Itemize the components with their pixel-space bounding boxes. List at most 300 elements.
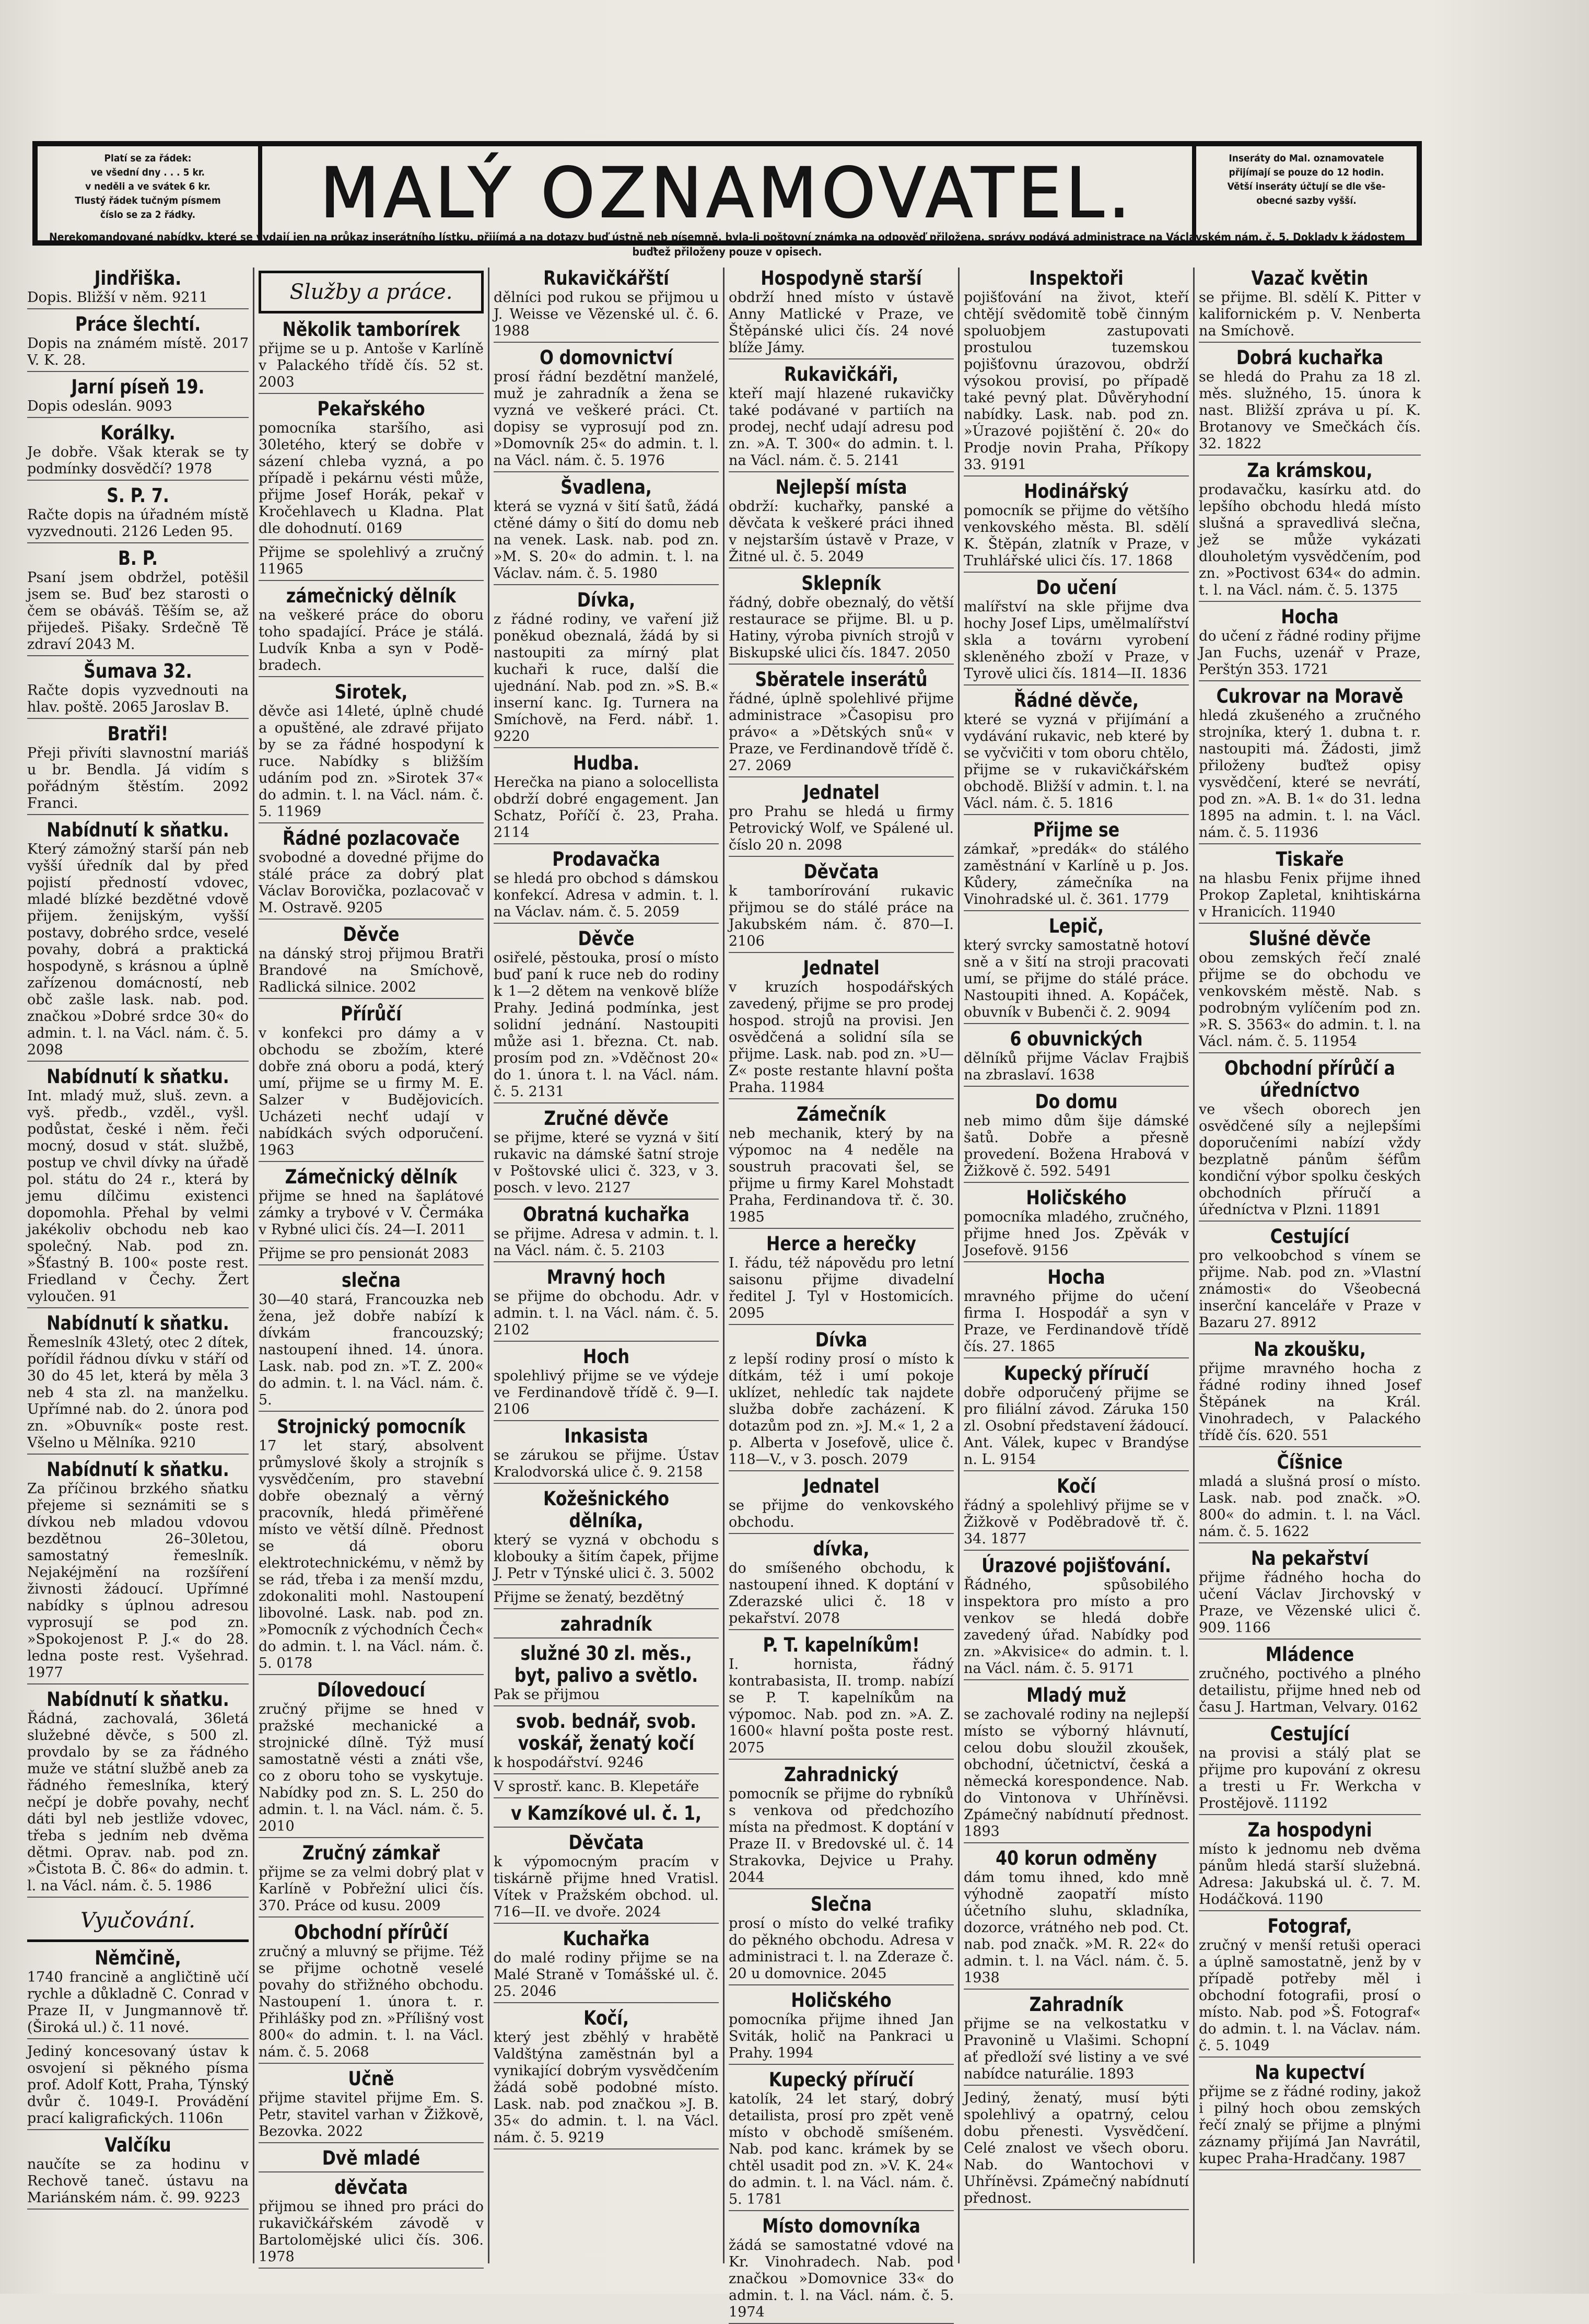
ad-heading: Úrazové pojišťování.: [982, 1554, 1171, 1577]
classified-ad: [964, 1187, 1189, 1262]
ad-divider: [494, 2002, 719, 2003]
ad-text: k tamborírování rukavic přijmou se do stálé práce na Jakubském nám. č. 870—I. 2106: [729, 883, 954, 949]
ad-text: v kruzích hospodářských zavedený, přijme se pro prodej hospod. strojů na provisi. Jen osvědčená a solidní síla se přijme. Lask. nab. pod zn. »U—Z« poste restante hlavní pošta Praha. 11984: [729, 979, 954, 1096]
classified-ad: [729, 1329, 954, 1471]
ad-divider: [729, 2210, 954, 2211]
ad-divider: [964, 1550, 1189, 1551]
classified-ad: [259, 2177, 484, 2269]
ad-text: Račte dopis na úřadném místě vyzvednouti. 2126 Leden 95.: [27, 507, 249, 540]
ad-heading: Nabídnutí k sňatku.: [46, 1458, 229, 1481]
ad-divider: [729, 1324, 954, 1325]
ad-text: osiřelé, pěstouka, prosí o místo buď paní k ruce neb do rodiny k 1—2 dětem na venkově blíže Prahy. Jediná podmínka, jest solidní jednání. Nastoupiti může asi 1. března. Ct. nab. prosím pod zn. »Vděčnost 20« do 1. února t. l. na Václ. nám. č. 5. 2131: [494, 950, 719, 1100]
ad-text: se hledá do Prahu za 18 zl. měs. služného, 15. února k nast. Bližší zpráva u pí. K. Brotanovy ve Smečkách čís. 32. 1822: [1199, 369, 1421, 452]
classified-ad: [27, 1459, 249, 1684]
ad-heading: Obchodní přírůčí a úředníctvo: [1224, 1057, 1395, 1101]
classified-ad: [964, 915, 1189, 1024]
ad-text: Je dobře. Však kterak se ty podmínky dosvědčí? 1978: [27, 444, 249, 477]
ad-divider: [27, 1307, 249, 1308]
ad-text: prosí o místo do velké trafiky do pěkného obchodu. Adresa v administraci t. l. na Zderaze č. 20 u domovnice. 2045: [729, 1915, 954, 1982]
ad-heading: 6 obuvnických: [1010, 1028, 1143, 1050]
classified-ad: [729, 1990, 954, 2065]
ad-heading: S. P. 7.: [107, 484, 169, 507]
classified-ad: [964, 268, 1189, 477]
ad-text: pomocník se přijme do většího venkovského města. Bl. sdělí K. Štěpán, zlatník v Praze, v Truhlářské ulici čís. 17. 1868: [964, 503, 1189, 569]
classified-ad: [259, 544, 484, 581]
ad-divider: [729, 567, 954, 568]
ad-heading: Slušné děvče: [1248, 927, 1371, 950]
submission-notice: Nerekomandované nabídky, které se vydají jen na průkaz inserátního lístku, přijímá a na dotazy buď ústně neb písemně, byla-li poštovní známka na odpověď přiložena, správy podává administrace na Václavském nám. č. 5. Doklady k žádostem buďtež přiloženy pouze v opisech.: [49, 231, 1406, 258]
column-6: [1193, 268, 1425, 2263]
ad-text: neb mechanik, který by na výpomoc na 4 neděle na soustruh pracovati šel, se přijme u firmy Karel Mohstadt Praha, Ferdinandova tř. č. 30. 1985: [729, 1125, 954, 1225]
ad-heading: Nabídnutí k sňatku.: [46, 1688, 229, 1711]
ad-text: prosí řádní bezdětní manželé, muž je zahradník a žena se vyzná ve veškeré práci. Ct. dopisy se vyprosují pod zn. »Domovník 25« do admin. t. l. na Václ. nám. č. 5. 1976: [494, 369, 719, 469]
ad-divider: [729, 664, 954, 665]
ad-heading: Zahradník: [1029, 1993, 1124, 2016]
classified-ad: [494, 1346, 719, 1421]
ad-text: Psaní jsem obdržel, potěšil jsem se. Buď bez starosti o čem se obáváš. Těším se, až přijedeš. Pišaky. Srdečně Tě zdraví 2043 M.: [27, 570, 249, 653]
ad-heading: Slečna: [810, 1893, 872, 1915]
ad-text: přijme se u p. Antoše v Karlíně v Palackého třídě čís. 52 st. 2003: [259, 341, 484, 390]
ad-divider: [1199, 1221, 1421, 1222]
classified-ad: [259, 1842, 484, 1918]
ad-divider: [494, 471, 719, 472]
ad-text: která se vyzná v šití šatů, žádá ctěné dámy o šití do domu neb na venek. Lask. nab. pod zn. »M. S. 20« do admin. t. l. na Václav. nám. č. 5. 1980: [494, 498, 719, 582]
ad-text: dobře odporučený přijme se pro filiální závod. Záruka 150 zl. Osobní představení žádoucí. Ant. Válek, kupec v Brandýse n. L. 9154: [964, 1385, 1189, 1468]
ad-divider: [27, 480, 249, 481]
info-line: Větší inseráty účtují se dle vše-: [1227, 181, 1386, 192]
ad-heading: O domovnictví: [540, 346, 673, 369]
ad-heading: Vazač květin: [1251, 267, 1369, 289]
ad-heading: Holičského: [791, 1989, 892, 2012]
ad-heading: Řádné děvče,: [1014, 689, 1139, 712]
classified-ad: [964, 1847, 1189, 1990]
classified-ad: [259, 398, 484, 540]
classified-ad: [494, 1266, 719, 1342]
ad-heading: Cukrovar na Moravě: [1216, 685, 1404, 707]
classified-ad: [1199, 606, 1421, 681]
ad-divider: [964, 572, 1189, 573]
ad-heading: Mládence: [1265, 1643, 1354, 1666]
classified-ad: [494, 1589, 719, 1609]
classified-ad: [1199, 1058, 1421, 1222]
ad-divider: [259, 1674, 484, 1675]
ad-divider: [729, 1533, 954, 1534]
ad-heading: Zámečnický dělník: [285, 1166, 458, 1188]
ad-text: zručný a mluvný se přijme. Též se přijme ochotně veselé povahy do střižného obchodu. Nastoupení 1. února t. r. Přihlášky pod zn. »Přílišný vost 800« do admin. t. l. na Václ. nám. č. 5. 2068: [259, 1944, 484, 2060]
ad-text: pojišťování na život, kteří chtějí svědomitě tobě činným spoluobjem zastupovati prostulou tuzemskou pojišťovnu úrazovou, obdrží výsokou provisí, po případě také pevný plat. Důvěryhodní nabídky. Lask. nab. pod zn. »Úrazové pojištění č. 20« do Prodje novin Praha, Příkopy 33. 9191: [964, 289, 1189, 473]
ad-text: obou zemských řečí znalé přijme se do obchodu ve venkovském městě. Nab. s podrobným vylíčením pod zn. »R. S. 3563« do admin. t. l. na Václ. nám. č. 5. 11954: [1199, 950, 1421, 1050]
ad-text: V sprostř. kanc. B. Klepetáře: [494, 1779, 699, 1795]
ad-divider: [494, 584, 719, 585]
ad-heading: slečna: [341, 1269, 401, 1292]
ad-text: Řemeslník 43letý, otec 2 dítek, pořídil řádnou dívku v stáří od 30 do 45 let, která by měla 3 neb 4 sta zl. na manželku. Upřímné nab. do 2. února pod zn. »Obuvník« poste rest. Všelno u Mělníka. 9210: [27, 1334, 249, 1451]
ad-divider: [729, 856, 954, 857]
ad-divider: [27, 417, 249, 418]
ad-text: Řádná, zachovalá, 36letá služebné děvče, s 500 zl. provdalo by se za řádného muže ve státní službě aneb za řádného řemeslníka, který nečpí je dobře povahy, nechť dáti byl neb jestliže vdovec, třeba s jedním neb dvěma dětmi. Oprav. nab. pod zn. »Čistota B. Č. 86« do admin. t. l. na Václ. nám. č. 5. 1986: [27, 1711, 249, 1894]
ad-heading: Děvčata: [803, 861, 879, 883]
ad-divider: [729, 1629, 954, 1630]
column-2: [253, 268, 488, 2263]
ad-text: Herečka na piano a solocellista obdrží dobré engagement. Jan Schatz, Poříčí č. 23, Praha. 2114: [494, 774, 719, 841]
classified-ad: [259, 1416, 484, 1675]
ad-heading: Obchodní přírůčí: [294, 1921, 448, 1944]
ad-heading: Fotograf,: [1267, 1915, 1352, 1937]
ad-heading: Nabídnutí k sňatku.: [46, 819, 229, 841]
ad-text: přijme řádného hocha do učení Václav Jirchovský v Praze, ve Vězenské ulici č. 909. 1166: [1199, 1570, 1421, 1636]
ad-heading: Němčině,: [95, 1947, 181, 1969]
classified-ad: [494, 1108, 719, 1200]
ad-heading: Tiskaře: [1276, 848, 1344, 870]
ad-text: spolehlivý přijme se ve výdeje ve Ferdinandově třídě č. 9—I. 2106: [494, 1368, 719, 1417]
classified-ad: [1199, 2062, 1421, 2170]
ad-heading: služné 30 zl. měs., byt, palivo a světlo.: [514, 1642, 698, 1687]
classified-ad: [259, 1166, 484, 1241]
ad-heading: Jednatel: [803, 1475, 880, 1497]
ad-divider: [964, 1842, 1189, 1843]
ad-heading: zahradník: [560, 1613, 652, 1635]
classified-ad: [729, 2069, 954, 2211]
ad-heading: Rukavičkářští: [543, 267, 669, 289]
ad-heading: Hospodyně starší: [761, 267, 922, 289]
classified-ad: [729, 1538, 954, 1630]
classified-ad: [494, 1928, 719, 2003]
classifieds-columns: [23, 267, 1425, 2320]
ad-heading: Lepič,: [1048, 915, 1104, 937]
ad-divider: [494, 1102, 719, 1103]
ad-text: Přijme se spolehlivý a zručný 11965: [259, 544, 484, 577]
classified-ad: [494, 1643, 719, 1706]
ad-divider: [1199, 2169, 1421, 2170]
ad-heading: Děvčata: [568, 1831, 644, 1854]
ad-text: přijmou se ihned pro práci do rukavičkářském závodě v Bartolomějské ulici čís. 306. 1978: [259, 2199, 484, 2265]
ad-divider: [494, 1341, 719, 1342]
classified-ad: [259, 681, 484, 823]
ad-heading: Jarní píseň 19.: [71, 376, 205, 398]
ad-divider: [27, 2129, 249, 2130]
ad-divider: [259, 676, 484, 677]
classified-ad: [259, 924, 484, 999]
ad-text: katolík, 24 let starý, dobrý detailista, prosí pro zpět veně místo v obchodě smíšeném. Nab. pod kanc. krámek by se chtěl usadit pod zn. »V. K. 24« do admin. t. l. na Václ. nám. č. 5. 1781: [729, 2091, 954, 2207]
ad-divider: [494, 342, 719, 343]
ad-heading: Práce šlechtí.: [75, 313, 201, 335]
ad-divider: [729, 952, 954, 953]
ad-divider: [27, 1454, 249, 1455]
ad-text: Který zámožný starší pán neb vyšší úředník dal by před pojistí předností vdovec, mladé blízké bezdětné vdově přijem. ženijským, vyšší postavy, dobrého srdce, veselé povahy, dobrá a praktická hospodyně, s krásnou a úplně zařízenou domácností, neb obč zašle lask. nab. pod. značkou »Dobré srdce 30« do admin. t. l. na Václ. nám. č. 5. 2098: [27, 841, 249, 1058]
ad-text: na provisi a stálý plat se přijme pro kupování z okresu a tresti u Fr. Werkcha v Prostějově. 11192: [1199, 1745, 1421, 1811]
ad-heading: Mravný hoch: [546, 1266, 666, 1288]
ad-divider: [964, 1679, 1189, 1680]
classified-ad: [259, 1246, 484, 1265]
classified-ad: [494, 589, 719, 748]
classified-ad: [729, 1475, 954, 1534]
ad-divider: [964, 1357, 1189, 1358]
ad-heading: Dobrá kuchařka: [1236, 346, 1384, 369]
classified-ad: [27, 2134, 249, 2210]
ad-divider: [1199, 1910, 1421, 1911]
ad-divider: [964, 1086, 1189, 1087]
classified-ad: [729, 268, 954, 359]
ad-divider: [494, 1773, 719, 1774]
classified-ad: [494, 268, 719, 343]
classified-ad: [27, 1689, 249, 1898]
ad-text: Řádného, spůsobilého inspektora pro místo a pro venkov se hledá dobře zavedený úřad. Nabídky pod zn. »Akvisice« do admin. t. l. na Václ. nám. č. 5. 9171: [964, 1577, 1189, 1677]
classified-ad: [1199, 1451, 1421, 1543]
ad-heading: Za hospodyni: [1247, 1819, 1372, 1841]
ad-text: se zachovalé rodiny na nejlepší místo se výborný hlávnutí, celou dobu sloužil zkoušek, obchodní, účetnictví, česká a německá korespondence. Nab. do Vintonova v Uhříněvsi. Zpámečný nabídnutí přednost. 1893: [964, 1706, 1189, 1840]
classified-ad: [729, 782, 954, 857]
ad-text: Za příčinou brzkého sňatku přejeme si seznámiti se s dívkou neb mladou vdovou bezdětnou 26–30letou, samostatný řemeslník. Nejakéjmění na rozšíření živnosti žádoucí. Upřímné nabídky s úplnou adresou vyprosují se pod zn. »Spokojenost P. J.« do 28. ledna poste rest. Vyšehrad. 1977: [27, 1481, 249, 1681]
price-line: číslo se za 2 řádky.: [100, 209, 196, 220]
ad-divider: [494, 1705, 719, 1706]
ad-divider: [259, 1916, 484, 1918]
ad-divider: [259, 1411, 484, 1412]
ad-text: prodavačku, kasírku atd. do lepšího obchodu hledá místo slušná a spravedlivá slečna, jež se může vykázati dlouholetým vysvědčením, pod zn. »Poctivost 634« do admin. t. l. na Václ. nám. č. 5. 1375: [1199, 482, 1421, 598]
ad-heading: Sklepník: [801, 572, 881, 595]
ad-divider: [259, 1264, 484, 1265]
price-line: v neděli a ve svátek 6 kr.: [85, 181, 211, 192]
ad-heading: Zručný zámkař: [302, 1842, 440, 1864]
ad-divider: [729, 471, 954, 472]
classified-ad: [494, 1204, 719, 1262]
ad-text: mladá a slušná prosí o místo. Lask. nab. pod značk. »O. 800« do admin. t. l. na Václ. nám. č. 5. 1622: [1199, 1473, 1421, 1540]
classified-ad: [259, 2068, 484, 2143]
ad-heading: Kočí,: [583, 2007, 629, 2029]
classified-ad: [494, 1711, 719, 1774]
ad-divider: [729, 1228, 954, 1229]
ad-divider: [259, 1240, 484, 1241]
ad-heading: Inspektoři: [1029, 267, 1124, 289]
ad-text: zručný přijme se hned v pražské mechanické a strojnické dílně. Týž musí samostatně vésti a znáti vše, co z oboru toho se vyskytuje. Nabídky pod zn. S. L. 250 do admin. t. l. na Václ. nám. č. 5. 2010: [259, 1701, 484, 1834]
page-title: MALÝ OZNAMOVATEL.: [320, 153, 1135, 234]
ad-text: obdrží: kuchařky, panské a děvčata k veškeré práci ihned v nejstarším ústavě v Praze, v Žitné ul. č. 5. 2049: [729, 498, 954, 565]
classified-ad: [729, 957, 954, 1099]
classified-ad: [27, 376, 249, 418]
ad-divider: [494, 843, 719, 844]
ad-text: dělníků přijme Václav Frajbiš na zbraslaví. 1638: [964, 1050, 1189, 1083]
ad-heading: Hocha: [1281, 606, 1339, 628]
classified-ad: [494, 752, 719, 844]
ad-heading: Kuchařka: [563, 1927, 650, 1950]
ad-divider: [1199, 1639, 1421, 1640]
ad-divider: [1199, 1542, 1421, 1543]
ad-text: k výpomocným pracím v tiskárně přijme hned Vratisl. Vítek v Pražském obchod. ul. 716—II. ve dvoře. 2024: [494, 1854, 719, 1920]
column-5: [958, 268, 1193, 2263]
ad-heading: Přijme se: [1033, 819, 1120, 841]
ad-text: řádný, dobře obeznalý, do větší restaurace se přijme. Bl. u p. Hatiny, výroba pivních strojů v Biskupské ulici čís. 1847. 2050: [729, 595, 954, 661]
ad-divider: [1199, 843, 1421, 844]
ad-heading: Prodavačka: [552, 848, 660, 870]
ad-heading: v Kamzíkové ul. č. 1,: [511, 1802, 702, 1825]
classified-ad: [964, 1363, 1189, 1471]
ad-text: zámkař, »predák« do stálého zaměstnání v Karlíně u p. Jos. Kůdery, zámečníka na Vinohradské ul. č. 361. 1779: [964, 841, 1189, 908]
price-line: Tlustý řádek tučným písmem: [75, 195, 221, 206]
ad-text: dám tomu ihned, kdo mně výhodně zaopatří místo účetního sluhu, skladníka, dozorce, vrátného neb pod. Ct. nab. pod značk. »M. R. 22« do admin. t. l. na Václ. nám. č. 5. 1938: [964, 1869, 1189, 1986]
ad-heading: Holičského: [1026, 1187, 1127, 1209]
ad-text: mravného přijme do učení firma I. Hospodář a syn v Praze, ve Ferdinandově třídě čís. 27. 1865: [964, 1288, 1189, 1355]
ad-divider: [494, 1199, 719, 1200]
classified-ad: [1199, 1644, 1421, 1719]
classified-ad: [729, 1233, 954, 1325]
ad-text: na veškeré práce do oboru toho spadající. Práce je stálá. Ludvík Knba a syn v Podě-bradech.: [259, 607, 484, 673]
ad-text: na dánský stroj přijmou Bratři Brandové na Smíchově, Radlická silnice. 2002: [259, 946, 484, 995]
ad-text: který svrcky samostatně hotoví sně a v šití na stroji pracovati umí, se přijme do stálé práce. Nastoupiti ihned. A. Kopáček, obuvník v Bubenči č. 2. 9094: [964, 937, 1189, 1020]
ad-text: svobodné a dovedné přijme do stálé práce za dobrý plat Václav Borovička, pozlacovač v M. Ostravě. 9205: [259, 850, 484, 916]
classified-ad: [494, 1803, 719, 1828]
ad-heading: Učně: [348, 2067, 394, 2090]
ad-heading: Jindřiška.: [94, 267, 182, 289]
classified-ad: [964, 1266, 1189, 1358]
classified-ad: [27, 485, 249, 543]
ad-text: do učení z řádné rodiny přijme Jan Fuchs, uzenář v Praze, Perštýn 353. 1721: [1199, 628, 1421, 678]
ad-divider: [964, 2085, 1189, 2086]
classified-ad: [27, 268, 249, 309]
ad-heading: Hoch: [583, 1345, 629, 1368]
ad-heading: Strojnický pomocník: [277, 1415, 465, 1438]
classified-ad: [259, 1922, 484, 2064]
ad-heading: Dvě mladé: [322, 2147, 420, 2169]
ad-text: k hospodářství. 9246: [494, 1754, 644, 1771]
ad-divider: [1199, 2056, 1421, 2058]
ad-heading: 40 korun odměny: [996, 1847, 1157, 1869]
ad-heading: Hodinářský: [1024, 480, 1129, 503]
ad-text: zručného, poctivého a plného detailistu, přijme hned neb od času J. Hartman, Velvary. 0162: [1199, 1666, 1421, 1715]
ad-heading: Kožešnického dělníka,: [543, 1488, 670, 1532]
ad-text: 30—40 stará, Francouzka neb žena, jež dobře nabízí k dívkám francouzský; nastoupení ihned. 14. února. Lask. nab. pod zn. »T. Z. 200« do admin. t. l. na Václ. nám. č. 5.: [259, 1292, 484, 1408]
ad-divider: [27, 1683, 249, 1684]
ad-divider: [729, 1098, 954, 1099]
classified-ad: [964, 1475, 1189, 1551]
classified-ad: [494, 1613, 719, 1639]
ad-divider: [494, 1923, 719, 1924]
ad-text: se přijme do obchodu. Adr. v admin. t. l. na Václ. nám. č. 5. 2102: [494, 1288, 719, 1338]
classified-ad: [259, 828, 484, 920]
classified-ad: [964, 577, 1189, 685]
ad-heading: B. P.: [118, 547, 158, 570]
classified-ad: [1199, 1226, 1421, 1334]
ad-divider: [729, 1470, 954, 1471]
classified-ad: [27, 422, 249, 481]
ad-heading: Šumava 32.: [84, 660, 192, 682]
ad-heading: děvčata: [334, 2176, 408, 2199]
ad-heading: Pekařského: [317, 398, 425, 420]
ad-text: do smíšeného obchodu, k nastoupení ihned. K doptání v Zderazské ulici č. 18 v pekařství. 2078: [729, 1560, 954, 1626]
classified-ad: [729, 1103, 954, 1229]
ad-heading: Hudba.: [573, 752, 639, 774]
ad-divider: [494, 1827, 719, 1828]
ad-divider: [259, 1161, 484, 1162]
ad-heading: Švadlena,: [560, 476, 652, 498]
ad-divider: [729, 2064, 954, 2065]
ad-divider: [259, 2063, 484, 2064]
column-1: [23, 268, 253, 2263]
ad-divider: [964, 1470, 1189, 1471]
info-box: [1192, 146, 1417, 240]
ad-text: pro velkoobchod s vínem se přijme. Nab. pod zn. »Vlastní známosti« do Všeobecná inserční kanceláře v Praze v Bazaru 27. 8912: [1199, 1248, 1421, 1331]
classified-ad: [729, 1634, 954, 1760]
classified-ad: [27, 660, 249, 719]
ad-divider: [729, 776, 954, 777]
ad-divider: [494, 1483, 719, 1484]
ad-text: hledá zkušeného a zručného strojníka, který 1. dubna t. r. nastoupiti má. Žádosti, jimž přiloženy buďtež opisy vysvědčení, které se nevrátí, pod zn. »A. B. 1« do 31. ledna 1895 na admin. t. l. na Václ. nám. č. 5. 11936: [1199, 707, 1421, 841]
ad-heading: Děvče: [578, 927, 635, 950]
ad-divider: [1199, 1814, 1421, 1815]
ad-heading: svob. bednář, svob. voskář, ženatý kočí: [516, 1710, 697, 1754]
classified-ad: [964, 1091, 1189, 1183]
ad-text: malířství na skle přijme dva hochy Josef Lips, umělmalířství skla a továrnı vyrobení skleněného zboží v Praze, v Tyrově ulici čís. 1814—II. 1836: [964, 599, 1189, 682]
ad-text: se přijme do venkovského obchodu.: [729, 1497, 954, 1530]
ad-heading: Cestující: [1270, 1723, 1350, 1745]
ad-divider: [729, 1759, 954, 1760]
ad-divider: [964, 1182, 1189, 1183]
ad-text: které se vyzná v přijímání a vydávání rukavic, neb které by se vyčvičiti v tom oboru chtělo, přijme se v rukavičkářském obchodě. Bližší v admin. t. l. na Václ. nám. č. 5. 1816: [964, 712, 1189, 811]
classified-ad: [1199, 1915, 1421, 2058]
ad-divider: [494, 2148, 719, 2149]
ad-heading: Do učení: [1036, 576, 1117, 599]
ad-divider: [494, 1637, 719, 1639]
section-heading-teaching: Vyučování.: [27, 1902, 249, 1942]
classified-ad: [494, 347, 719, 472]
ad-divider: [1199, 601, 1421, 602]
ad-text: z lepší rodiny prosí o místo k dítkám, též i umí pokoje uklízet, nehledíc tak najdete služba dobře zacházení. K dotazům pod zn. »J. M.« 1, 2 a p. Alberta v Josefově, ulice č. 118—V., v 3. posch. 2079: [729, 1351, 954, 1468]
ad-text: místo k jednomu neb dvěma pánům hledá starší služebná. Adresa: Jakubská ul. č. 7. M. Hodáčková. 1190: [1199, 1841, 1421, 1908]
ad-divider: [729, 1984, 954, 1985]
ad-text: přijme se za velmi dobrý plat v Karlíně v Pobřežní ulici čís. 370. Práce od kusu. 2009: [259, 1864, 484, 1914]
classified-ad: [1199, 685, 1421, 844]
ad-text: I. řádu, též nápovědu pro letní saisonu přijme divadelní ředitel J. Tyl v Hostomicích. 2095: [729, 1255, 954, 1321]
ad-heading: Mladý muž: [1026, 1684, 1126, 1706]
ad-divider: [27, 2038, 249, 2039]
ad-text: přijme stavitel přijme Em. S. Petr, stavitel varhan v Žižkově, Bezovka. 2022: [259, 2090, 484, 2140]
classified-ad: [494, 1425, 719, 1484]
ad-text: Dopis. Bližší v něm. 9211: [27, 289, 208, 306]
ad-text: 1740 francině a angličtině učí rychle a důkladně C. Conrad v Praze II, v Jungmannově tř. (Široká ul.) č. 11 nové.: [27, 1969, 249, 2036]
ad-heading: Kupecký příručí: [768, 2069, 914, 2091]
ad-divider: [964, 1989, 1189, 1990]
classified-ad: [1199, 1819, 1421, 1911]
price-line: ve všední dny . . . 5 kr.: [90, 167, 205, 178]
ad-divider: [1199, 1333, 1421, 1334]
ad-divider: [259, 2142, 484, 2143]
ad-text: zručný v menší retuši operaci a úplně samostatně, jenž by v případě potřeby měl i obchodní fotografii, prosí o místo. Nab. pod »Š. Fotograf« do admin. t. l. na Václav. nám. č. 5. 1049: [1199, 1937, 1421, 2054]
classified-ad: [1199, 1723, 1421, 1815]
ad-heading: Kupecký příručí: [1003, 1362, 1149, 1385]
ad-divider: [27, 1897, 249, 1898]
ad-text: obdrží hned místo v ústavě Anny Matlické v Praze, ve Štěpánské ulici čís. 24 nové blíže Jámy.: [729, 289, 954, 356]
ad-heading: Dívka: [815, 1329, 868, 1351]
ad-text: se přijme. Adresa v admin. t. l. na Václ. nám. č. 5. 2103: [494, 1226, 719, 1259]
classified-ad: [729, 1893, 954, 1985]
ad-heading: Sirotek,: [334, 681, 408, 703]
classified-ad: [1199, 1548, 1421, 1640]
column-3: [488, 268, 723, 2263]
classified-ad: [964, 481, 1189, 573]
ad-heading: Kočí: [1057, 1475, 1096, 1497]
ad-heading: Číšnice: [1277, 1451, 1343, 1473]
ad-divider: [27, 542, 249, 543]
ad-divider: [1199, 923, 1421, 924]
ad-heading: Hocha: [1047, 1266, 1105, 1288]
ad-divider: [964, 1261, 1189, 1262]
ad-text: přijme se z řádné rodiny, jakož i pilný hoch obou zemských řečí znalý se přijme a plnými záznamy přijímá Jan Navrátil, kupec Praha-Hradčany. 1987: [1199, 2084, 1421, 2167]
info-line: obecné sazby vyšší.: [1256, 195, 1357, 206]
ad-heading: Za krámskou,: [1247, 459, 1373, 482]
ad-divider: [729, 358, 954, 359]
price-line: Platí se za řádek:: [104, 153, 192, 164]
ad-heading: Řádné pozlacovače: [282, 827, 460, 850]
classified-ad: [729, 1764, 954, 1889]
classified-ad: [27, 313, 249, 372]
classified-ad: [1199, 347, 1421, 456]
